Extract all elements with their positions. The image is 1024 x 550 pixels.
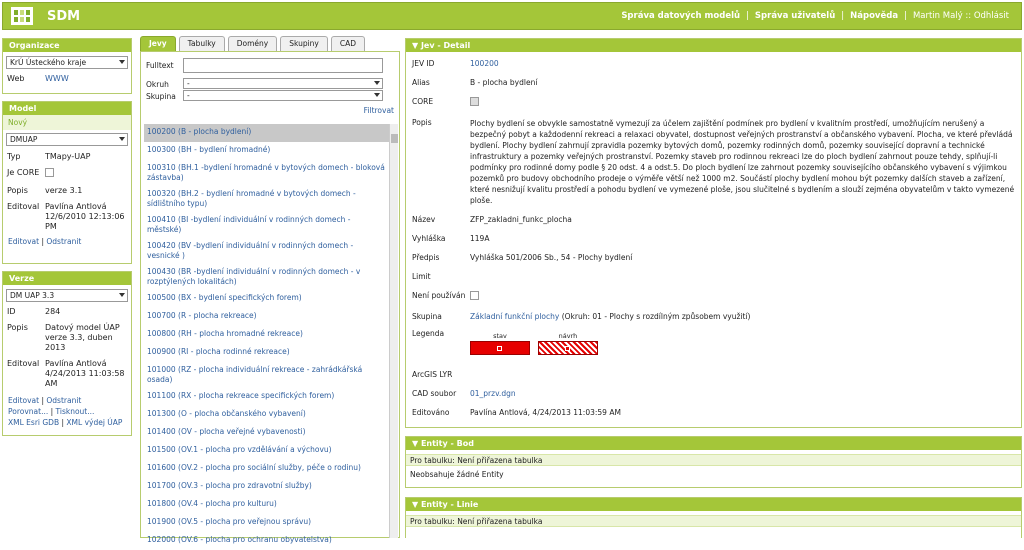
model-panel: Model Nový DMUAP Typ TMapy-UAP Je CORE Popis verze 3.1 Editoval Pavlína Antlová 12/6/2010 12:13:06 PM Editovat | Odstranit xyxy=(2,101,132,264)
editovano-value: Pavlína Antlová, 4/24/2013 11:03:59 AM xyxy=(470,408,621,417)
entity-bod-empty: Neobsahuje žádné Entity xyxy=(410,470,504,479)
list-item[interactable]: 100800 (RH - plocha hromadné rekreace) xyxy=(147,329,303,338)
verze-panel: Verze DM UAP 3.3 ID 284 Popis Datový model ÚAP verze 3.3, duben 2013 Editoval Pavlína Antlová 4/24/2013 11:03:58 AM Editovat | Odstranit Porovnat... | Tisknout... XML Esri GDB | XML výdej ÚAP xyxy=(2,271,132,436)
top-nav: Správa datových modelů | Správa uživatelů | Nápověda | Martin Malý :: Odhlásit xyxy=(621,11,1009,21)
list-item[interactable]: 100200 (B - plocha bydlení) xyxy=(144,124,390,142)
jevid-label: JEV ID xyxy=(412,59,435,68)
entity-linie-table-info: Pro tabulku: Není přiřazena tabulka xyxy=(406,515,1021,527)
cad-file-link[interactable]: 01_przv.dgn xyxy=(470,389,516,398)
okruh-select-value: - xyxy=(187,79,190,88)
app-header xyxy=(2,2,1022,30)
chevron-down-icon xyxy=(374,81,380,85)
vyhlaska-value: 119A xyxy=(470,234,490,243)
org-select-value: KrÚ Ústeckého kraje xyxy=(10,58,87,67)
org-select[interactable] xyxy=(6,56,128,69)
list-item[interactable]: 101100 (RX - plocha rekreace specifických forem) xyxy=(147,391,335,400)
legend-stav-swatch xyxy=(470,341,530,355)
model-core-checkbox[interactable] xyxy=(45,168,54,177)
editovano-label: Editováno xyxy=(412,408,450,417)
collapse-arrow-icon[interactable]: ▼ xyxy=(412,500,421,509)
entity-linie-title-text: Entity - Linie xyxy=(420,500,479,509)
model-edit-link[interactable]: Editovat xyxy=(8,237,40,246)
chevron-down-icon xyxy=(119,293,125,297)
chevron-down-icon xyxy=(374,93,380,97)
detail-panel-title xyxy=(406,39,1021,52)
nazev-value: ZFP_zakladni_funkc_plocha xyxy=(470,215,572,224)
skupina-select[interactable] xyxy=(183,90,383,101)
tab-skupiny[interactable]: Skupiny xyxy=(280,36,328,51)
fulltext-label: Fulltext xyxy=(146,61,174,70)
org-panel xyxy=(2,38,132,94)
collapse-arrow-icon[interactable]: ▼ xyxy=(412,41,421,50)
jevy-list-panel xyxy=(140,51,400,544)
list-item[interactable]: 101800 (OV.4 - plocha pro kulturu) xyxy=(147,499,277,508)
verze-panel-title: Verze xyxy=(3,272,131,285)
app-logo-icon xyxy=(11,7,33,25)
model-popis-value: verze 3.1 xyxy=(45,186,83,195)
skupina-detail-label: Skupina xyxy=(412,312,442,321)
nazev-label: Název xyxy=(412,215,436,224)
list-item[interactable]: 101500 (OV.1 - plocha pro vzdělávání a výchovu) xyxy=(147,445,332,454)
nepouzivan-checkbox xyxy=(470,291,479,300)
jevy-list xyxy=(144,124,390,544)
legenda-label: Legenda xyxy=(412,329,445,338)
verze-select[interactable] xyxy=(6,289,128,302)
verze-xml-esri-link[interactable]: XML Esri GDB xyxy=(8,418,60,427)
list-item[interactable]: 100430 (BR -bydlení individuální v rodinných domech - v rozptýlených lokalitách) xyxy=(147,267,361,286)
legend-navrh-swatch xyxy=(538,341,598,355)
detail-title-text: Jev - Detail xyxy=(420,41,471,50)
okruh-label: Okruh xyxy=(146,80,169,89)
model-editoval-label: Editoval xyxy=(7,202,40,211)
list-item[interactable]: 100700 (R - plocha rekreace) xyxy=(147,311,257,320)
skupina-select-value: - xyxy=(187,91,190,100)
list-item[interactable]: 100500 (BX - bydlení specifických forem) xyxy=(147,293,302,302)
verze-popis-label: Popis xyxy=(7,323,28,332)
chevron-down-icon xyxy=(119,137,125,141)
verze-edit-link[interactable]: Editovat xyxy=(8,396,40,405)
legend-navrh-label: návrh xyxy=(558,332,578,340)
list-item[interactable]: 101600 (OV.2 - plocha pro sociální služby, péče o rodinu) xyxy=(147,463,361,472)
verze-id-value: 284 xyxy=(45,307,61,316)
model-select[interactable] xyxy=(6,133,128,146)
verze-delete-link[interactable]: Odstranit xyxy=(46,396,82,405)
model-popis-label: Popis xyxy=(7,186,28,195)
list-item[interactable]: 101900 (OV.5 - plocha pro veřejnou správu) xyxy=(147,517,312,526)
list-item[interactable]: 100420 (BV -bydlení individuální v rodinných domech - vesnické ) xyxy=(147,241,354,260)
entity-bod-panel xyxy=(405,436,1022,488)
model-panel-title: Model xyxy=(3,102,131,115)
entity-linie-title xyxy=(406,498,1021,511)
entity-bod-table-info: Pro tabulku: Není přiřazena tabulka xyxy=(406,454,1021,466)
vyhlaska-label: Vyhláška xyxy=(412,234,446,243)
filter-link[interactable]: Filtrovat xyxy=(363,106,394,115)
list-item[interactable]: 102000 (OV.6 - plocha pro ochranu obyvatelstva) xyxy=(147,535,332,544)
verze-editoval-value: Pavlína Antlová 4/24/2013 11:03:58 AM xyxy=(45,359,125,388)
skupina-label: Skupina xyxy=(146,92,176,101)
list-item[interactable]: 101400 (OV - plocha veřejné vybavenosti) xyxy=(147,427,306,436)
list-scrollbar[interactable] xyxy=(389,124,398,538)
nav-help[interactable]: Nápověda xyxy=(850,11,899,21)
alias-value: B - plocha bydlení xyxy=(470,78,538,87)
verze-select-value: DM UAP 3.3 xyxy=(10,291,55,300)
list-item[interactable]: 100410 (BI -bydlení individuální v rodinných domech - městské) xyxy=(147,215,351,234)
verze-xml-uap-link[interactable]: XML výdej ÚAP xyxy=(66,418,123,427)
tab-jevy[interactable]: Jevy xyxy=(140,36,176,51)
model-typ-value: TMapy-UAP xyxy=(45,152,91,161)
predpis-value: Vyhláška 501/2006 Sb., 54 - Plochy bydlení xyxy=(470,253,633,262)
nav-user-logout[interactable]: Martin Malý :: Odhlásit xyxy=(912,11,1009,21)
app-title: SDM xyxy=(47,8,81,24)
alias-label: Alias xyxy=(412,78,430,87)
list-item[interactable]: 100310 (BH.1 -bydlení hromadné v bytových domech - bloková zástavba) xyxy=(147,163,385,182)
skupina-link[interactable]: Základní funkční plochy xyxy=(470,312,560,321)
tab-tabulky[interactable]: Tabulky xyxy=(179,36,225,51)
list-item[interactable]: 101300 (O - plocha občanského vybavení) xyxy=(147,409,306,418)
tab-domeny[interactable]: Domény xyxy=(228,36,277,51)
fulltext-input[interactable] xyxy=(183,58,383,73)
verze-compare-link[interactable]: Porovnat... xyxy=(8,407,49,416)
detail-panel xyxy=(405,38,1022,428)
list-item[interactable]: 101000 (RZ - plocha individuální rekreace - zahrádkářská osada) xyxy=(147,365,363,384)
nepouzivan-label: Není používán xyxy=(412,291,466,300)
skupina-okruh-text: (Okruh: 01 - Plochy s rozdílným způsobem využití) xyxy=(561,312,751,321)
scrollbar-thumb[interactable] xyxy=(391,134,398,143)
collapse-arrow-icon[interactable]: ▼ xyxy=(412,439,421,448)
model-typ-label: Typ xyxy=(7,152,21,161)
legend-stav-label: stav xyxy=(493,332,507,340)
verze-popis-value: Datový model ÚAP verze 3.3, duben 2013 xyxy=(45,323,120,352)
model-delete-link[interactable]: Odstranit xyxy=(46,237,82,246)
nav-data-models[interactable]: Správa datových modelů xyxy=(621,11,741,21)
list-item[interactable]: 101700 (OV.3 - plocha pro zdravotní služby) xyxy=(147,481,312,490)
chevron-down-icon xyxy=(119,60,125,64)
verze-print-link[interactable]: Tisknout... xyxy=(55,407,95,416)
entity-bod-title xyxy=(406,437,1021,450)
model-select-value: DMUAP xyxy=(10,135,38,144)
popis-value: Plochy bydlení se obvykle samostatně vymezují za účelem zajištění podmínek pro bydlení v kvalitním prostředí, umožňujícím nerušený a bezpečný pobyt a každodenní rekreaci a relaxaci obyvatel, dostupnost veřejných prostranství a občanského vybavení. Plocha, ve které převládá bydlení. Plochy bydlení zahrnují zpravidla pozemky bytových domů, pozemky rodinných domů, pozemky související dopravní a technické infrastruktury a pozemky veřejných prostranství. Pozemky staveb pro rodinnou rekreaci lze do ploch bydlení zahrnout pouze tehdy, splňují-li podmínky pro rodinné domy podle § 20 odst. 4 a odst.5. Do ploch bydlení lze zahrnout pozemky souvisejícího občanského vybavení s výjimkou pozemků pro budovy obchodního prodeje o výměře větší než 1000 m2. Součástí plochy bydlení mohou být pozemky dalších staveb a zařízení, které nesnižují kvalitu prostředí a pohodu bydlení ve vymezené ploše, jsou slučitelné s bydlením a slouží zejména obyvatelům v takto vymezené ploše. xyxy=(470,119,1015,205)
model-core-label: Je CORE xyxy=(7,168,40,177)
predpis-label: Předpis xyxy=(412,253,440,262)
org-web-label: Web xyxy=(7,74,25,83)
list-item[interactable]: 100300 (BH - bydlení hromadné) xyxy=(147,145,271,154)
list-item[interactable]: 100900 (RI - plocha rodinné rekreace) xyxy=(147,347,290,356)
tab-bar xyxy=(140,36,365,51)
model-editoval-value: Pavlína Antlová 12/6/2010 12:13:06 PM xyxy=(45,202,125,231)
org-web-link[interactable]: WWW xyxy=(45,74,69,83)
tab-cad[interactable]: CAD xyxy=(331,36,365,51)
popis-label: Popis xyxy=(412,118,432,127)
core-label: CORE xyxy=(412,97,434,106)
verze-id-label: ID xyxy=(7,307,16,316)
nav-users[interactable]: Správa uživatelů xyxy=(754,11,836,21)
entity-linie-panel xyxy=(405,497,1022,538)
legend-swatches xyxy=(470,331,1015,355)
limit-label: Limit xyxy=(412,272,431,281)
entity-bod-title-text: Entity - Bod xyxy=(420,439,474,448)
core-checkbox xyxy=(470,97,479,106)
org-panel-title: Organizace xyxy=(3,39,131,52)
jevid-link[interactable]: 100200 xyxy=(470,59,499,68)
list-item[interactable]: 100320 (BH.2 - bydlení hromadné v bytových domech - sídlištního typu) xyxy=(147,189,356,208)
verze-editoval-label: Editoval xyxy=(7,359,40,368)
arcgis-label: ArcGIS LYR xyxy=(412,370,453,379)
model-new-link[interactable]: Nový xyxy=(8,118,28,127)
okruh-select[interactable] xyxy=(183,78,383,89)
cad-label: CAD soubor xyxy=(412,389,457,398)
